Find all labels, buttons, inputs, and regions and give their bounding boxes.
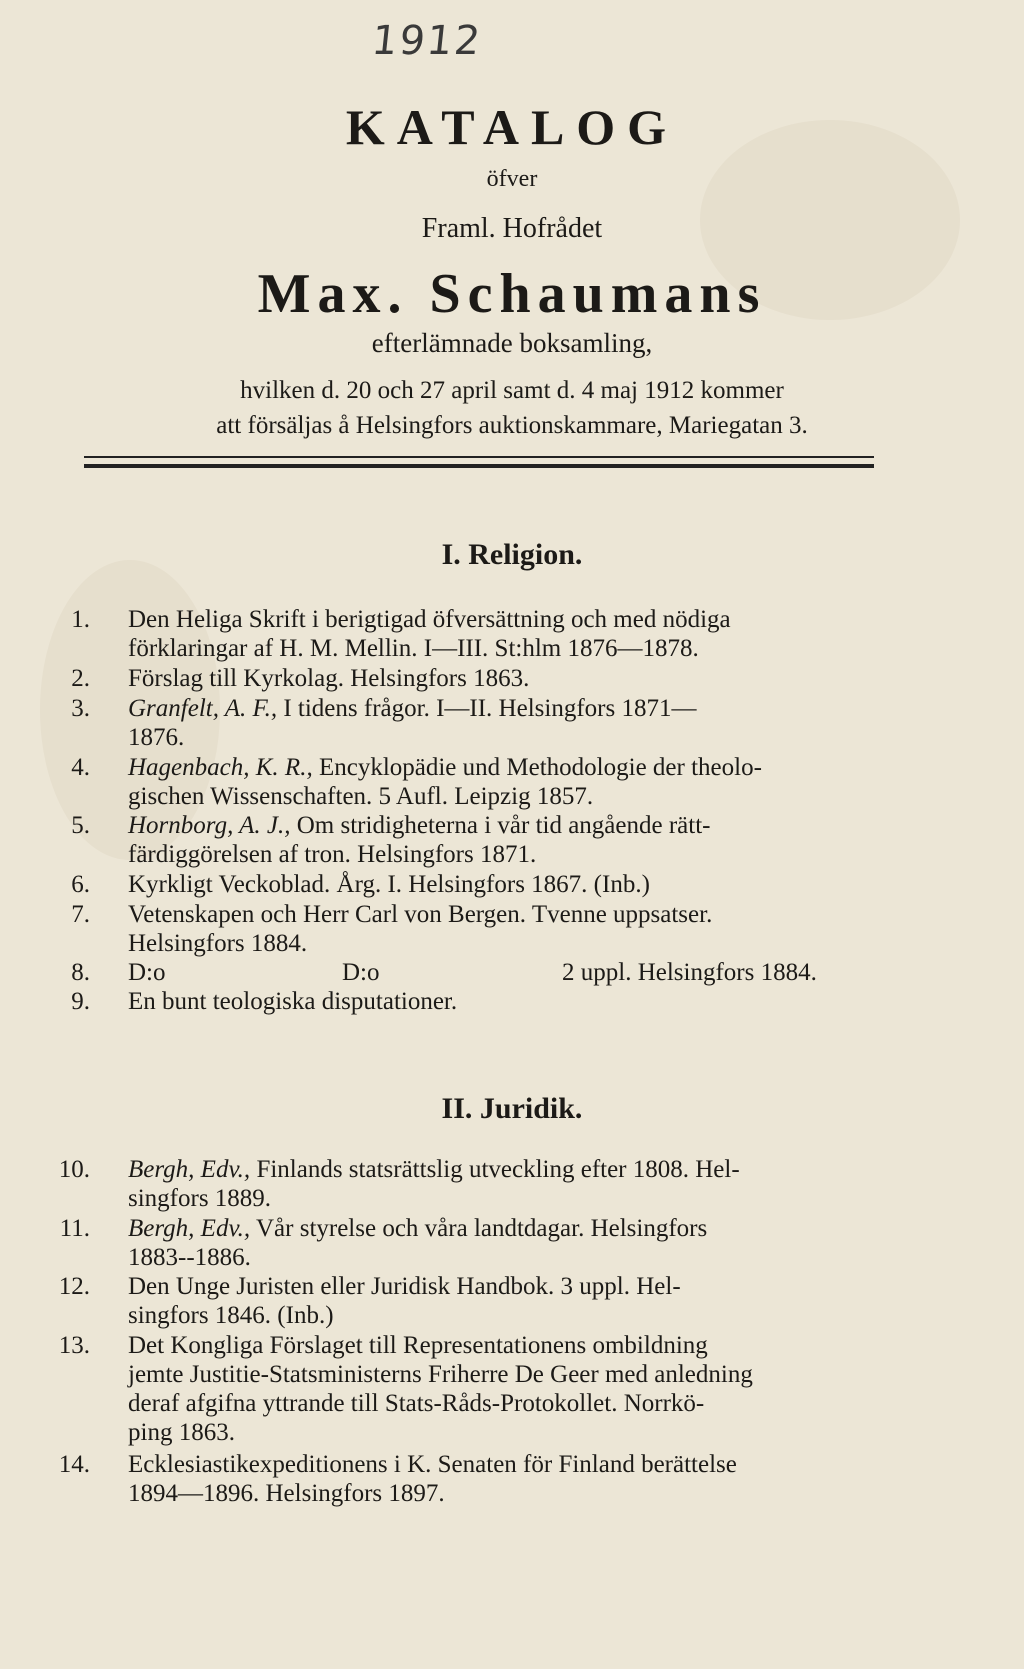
- owner-title: Framl. Hofrådet: [421, 213, 603, 244]
- handwritten-note: 1912: [369, 18, 485, 64]
- entry-author: Granfelt, A. F.,: [128, 695, 278, 722]
- section-title-juridik: II. Juridik.: [441, 1092, 583, 1125]
- divider-thin: [84, 456, 874, 458]
- divider-thick: [84, 464, 874, 468]
- entry-author: Hornborg, A. J.,: [128, 812, 291, 839]
- info-line-1: hvilken d. 20 och 27 april samt d. 4 maj 1912 kommer: [240, 377, 784, 404]
- owner-name: Max. Schaumans: [257, 263, 767, 325]
- entry-author: Bergh, Edv.,: [128, 1156, 251, 1183]
- entry-author: Bergh, Edv.,: [128, 1215, 251, 1242]
- subtitle: efterlämnade boksamling,: [371, 328, 653, 358]
- catalog-title: KATALOG: [345, 99, 679, 155]
- entry-author: Hagenbach, K. R.,: [128, 754, 313, 781]
- ofver-text: öfver: [486, 166, 538, 192]
- section-title-religion: I. Religion.: [441, 538, 583, 571]
- info-line-2: att försäljas å Helsingfors auktionskammare, Mariegatan 3.: [216, 412, 808, 439]
- catalog-page: 1912 KATALOG öfver Framl. Hofrådet Max. Schaumans efterlämnade boksamling, hvilken d. 20 och 27 april samt d. 4 maj 1912 kommer att försäljas å Helsingfors auktionskammare, Mariegatan 3. I. Religion. 1. Den Heliga Skrift i berigtigad öfversättning och med nödiga förklaringar af H. M. Mellin. I—III. St:hlm 1876—1878. 2. Förslag till Kyrkolag. Helsingfors 1863. 3. Granfelt, A. F., I tidens frågor. I—II. Helsingfors 1871— 1876. 4. Hagenbach, K. R., Encyklopädie und Methodologie der theolo- gischen Wissenschaften. 5 Aufl. Leipzig 1857. 5. Hornborg, A. J., Om stridigheterna i vår tid angående rätt- färdiggörelsen af tron. Helsingfors 1871. 6. Kyrkligt Veckoblad. Årg. I. Helsingfors 1867. (Inb.) 7. Vetenskapen och Herr Carl von Bergen. Tvenne uppsatser. Helsingfors 1884. 8. D:o D:o 2 uppl. Helsingfors 1884. 9. En bunt teologiska disputationer. II. Juridik. 10. Bergh, Edv., Finlands statsrättslig utveckling efter 1808. Hel- singfors 1889. 11. Bergh, Edv., Vår styrelse och våra landtdagar. Helsingfors 1883--1886. 12. Den Unge Juristen eller Juridisk Handbok. 3 uppl. Hel- singfors 1846. (Inb.) 13. Det Kongliga Förslaget till Representationens ombildning jemte Justitie-Statsministerns Friherre De Geer med anledning deraf afgifna yttrande till Stats-Råds-Protokollet. Norrkö- ping 1863. 14. Ecklesiastikexpeditionens i K. Senaten för Finland berättelse 1894—1896. Helsingfors 1897.: [0, 0, 1024, 1669]
